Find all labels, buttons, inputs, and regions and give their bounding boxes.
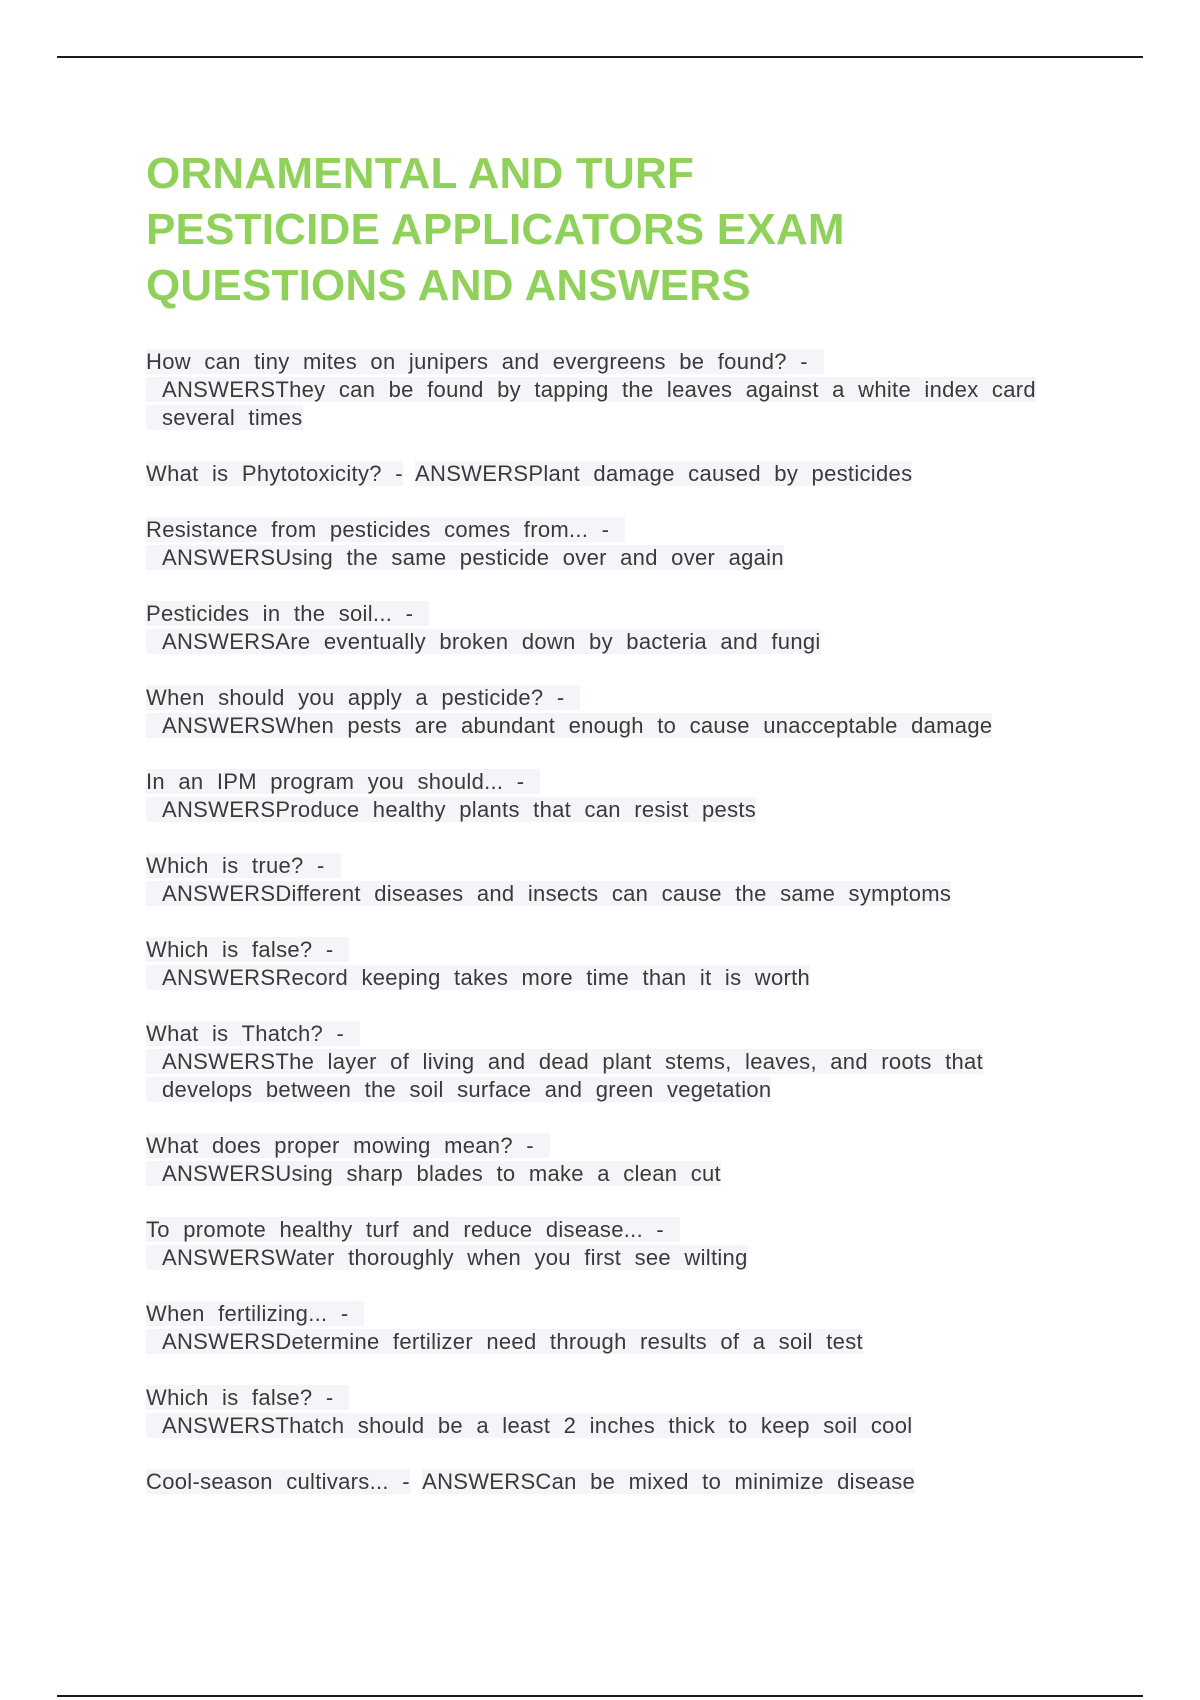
question-text: Which is false? - — [146, 937, 334, 962]
qa-item — [146, 1020, 1056, 1104]
answer-text: ANSWERSProduce healthy plants that can resist pests — [146, 769, 756, 822]
question-text: Pesticides in the soil... - — [146, 601, 414, 626]
qa-item — [146, 852, 1056, 908]
document-body — [146, 146, 1056, 1524]
answer-text: ANSWERSWhen pests are abundant enough to cause unacceptable damage — [146, 685, 992, 738]
question-text: Resistance from pesticides comes from... - — [146, 517, 610, 542]
answer-text: ANSWERSWater thoroughly when you first see wilting — [146, 1217, 748, 1270]
title-line-3: QUESTIONS AND ANSWERS — [146, 261, 751, 310]
question-text: When should you apply a pesticide? - — [146, 685, 565, 710]
answer-text: ANSWERSDetermine fertilizer need through results of a soil test — [146, 1301, 863, 1354]
question-text: How can tiny mites on junipers and evergreens be found? - — [146, 349, 808, 374]
question-text: What does proper mowing mean? - — [146, 1133, 534, 1158]
bottom-rule — [57, 1695, 1143, 1697]
qa-item — [146, 1300, 1056, 1356]
answer-text: ANSWERSUsing the same pesticide over and over again — [146, 517, 784, 570]
document-title — [146, 146, 1056, 314]
qa-item — [146, 1468, 1056, 1496]
question-text: When fertilizing... - — [146, 1301, 349, 1326]
question-text: Which is true? - — [146, 853, 325, 878]
question-text: To promote healthy turf and reduce disease... - — [146, 1217, 665, 1242]
qa-item — [146, 936, 1056, 992]
qa-item — [146, 348, 1056, 432]
answer-text: ANSWERSThey can be found by tapping the leaves against a white index card several times — [146, 349, 1036, 430]
qa-item — [146, 516, 1056, 572]
answer-text: ANSWERSPlant damage caused by pesticides — [415, 461, 913, 486]
title-line-2: PESTICIDE APPLICATORS EXAM — [146, 205, 845, 254]
answer-text: ANSWERSDifferent diseases and insects can cause the same symptoms — [146, 853, 951, 906]
qa-item — [146, 1384, 1056, 1440]
top-rule — [57, 56, 1143, 58]
answer-text: ANSWERSCan be mixed to minimize disease — [422, 1469, 916, 1494]
qa-item — [146, 1132, 1056, 1188]
answer-text: ANSWERSRecord keeping takes more time than it is worth — [146, 937, 810, 990]
question-text: Which is false? - — [146, 1385, 334, 1410]
qa-item — [146, 1216, 1056, 1272]
question-text: What is Thatch? - — [146, 1021, 345, 1046]
qa-item — [146, 768, 1056, 824]
qa-list — [146, 348, 1056, 1496]
answer-text: ANSWERSThe layer of living and dead plant stems, leaves, and roots that develops between the soil surface and green vegetation — [146, 1021, 983, 1102]
answer-text: ANSWERSAre eventually broken down by bacteria and fungi — [146, 601, 821, 654]
question-text: What is Phytotoxicity? - — [146, 461, 403, 486]
qa-item — [146, 600, 1056, 656]
answer-text: ANSWERSThatch should be a least 2 inches thick to keep soil cool — [146, 1385, 912, 1438]
qa-item — [146, 684, 1056, 740]
title-line-1: ORNAMENTAL AND TURF — [146, 149, 695, 198]
question-text: In an IPM program you should... - — [146, 769, 525, 794]
answer-text: ANSWERSUsing sharp blades to make a clean cut — [146, 1133, 721, 1186]
question-text: Cool-season cultivars... - — [146, 1469, 410, 1494]
qa-item — [146, 460, 1056, 488]
